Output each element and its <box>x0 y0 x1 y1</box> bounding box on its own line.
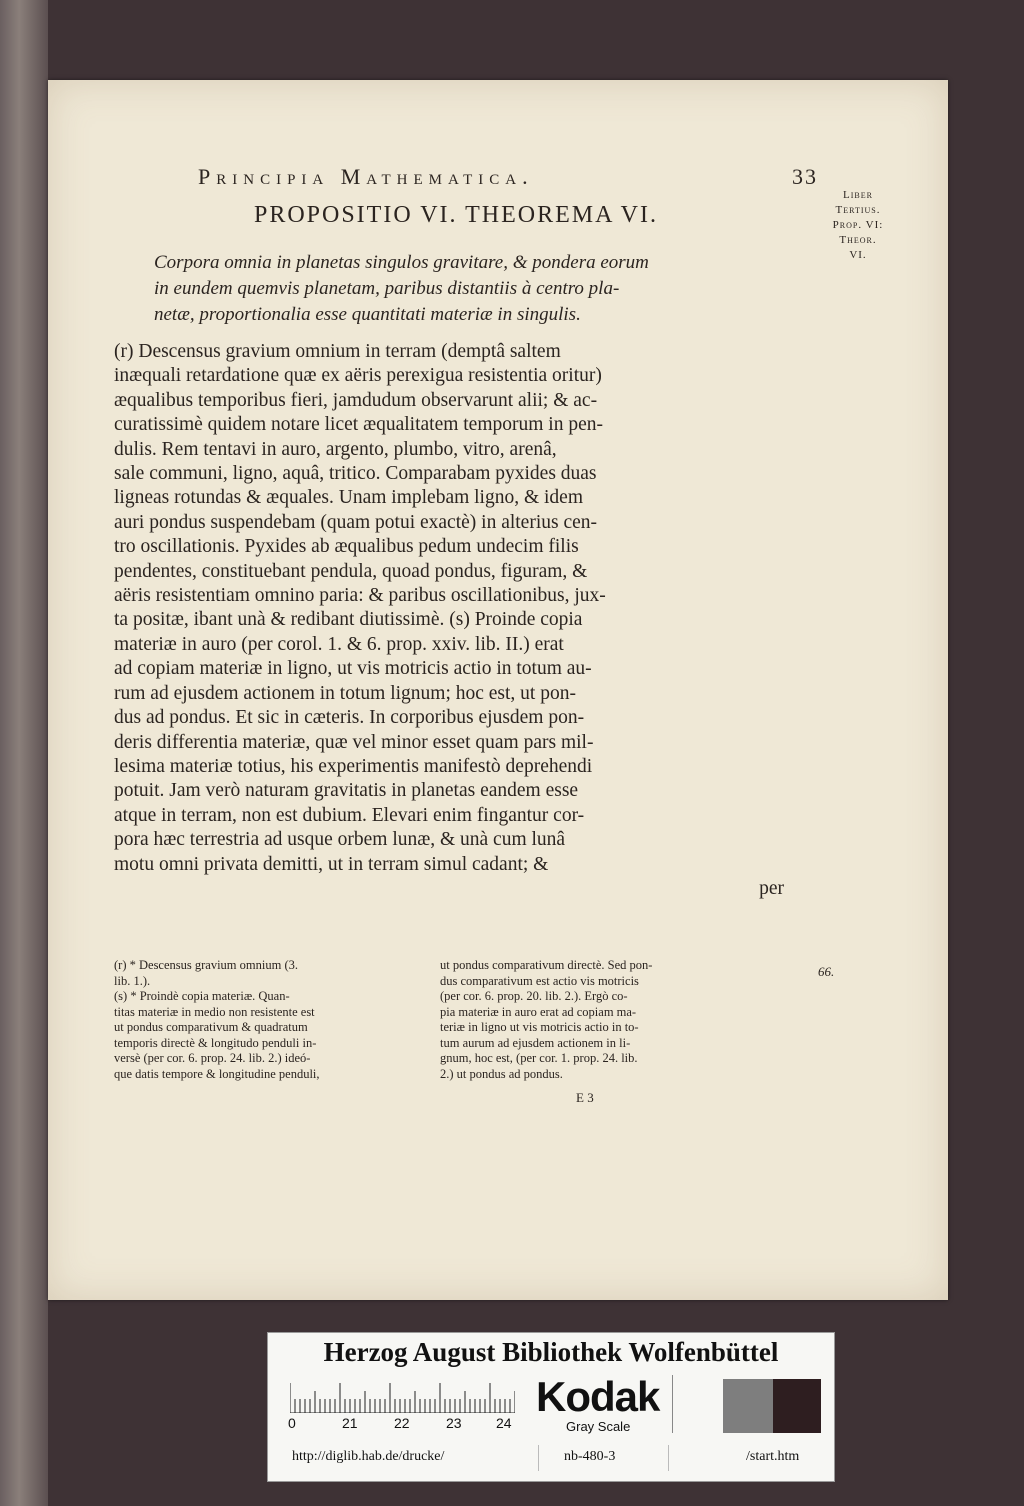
digital-library-url[interactable]: http://diglib.hab.de/drucke/ <box>292 1449 445 1464</box>
body-line: tro oscillationis. Pyxides ab æqualibus pedum undecim filis <box>114 536 579 558</box>
body-line: rum ad ejusdem actionem in totum lignum; hoc est, ut pon- <box>114 682 576 704</box>
body-line: ligneas rotundas & æquales. Unam implebam ligno, & idem <box>114 487 584 509</box>
scale-number: 24 <box>496 1415 512 1431</box>
signature-mark: E 3 <box>576 1090 594 1105</box>
body-line: sale communi, ligno, aquâ, tritico. Comparabam pyxides duas <box>114 463 597 485</box>
scale-number: 22 <box>394 1415 410 1431</box>
body-line: lesima materiæ totius, his experimentis manifestò deprehendi <box>114 755 593 777</box>
statement-line: Corpora omnia in planetas singulos gravitare, & pondera eorum <box>154 252 649 273</box>
margin-note-line: Tertius. <box>835 204 881 216</box>
gray-patch <box>723 1379 773 1433</box>
scale-number: 23 <box>446 1415 462 1431</box>
proposition-statement <box>154 250 794 328</box>
scale-numbers <box>288 1415 528 1433</box>
divider <box>538 1445 539 1471</box>
catchword: per <box>759 877 784 899</box>
body-line: motu omni privata demitti, ut in terram simul cadant; & <box>114 853 549 875</box>
dark-patch <box>773 1379 821 1433</box>
body-line: materiæ in auro (per corol. 1. & 6. prop. xxiv. lib. II.) erat <box>114 633 564 655</box>
margin-note-line: VI. <box>849 249 867 261</box>
body-line: dulis. Rem tentavi in auro, argento, plumbo, vitro, arenâ, <box>114 438 557 460</box>
body-line: dus ad pondus. Et sic in cæteris. In corporibus ejusdem pon- <box>114 707 585 729</box>
body-line: curatissimè quidem notare licet æqualitatem temporum in pen- <box>114 414 603 436</box>
library-name: Herzog August Bibliothek Wolfenbüttel <box>323 1337 779 1367</box>
running-title: Principia Mathematica. <box>198 164 534 189</box>
footnote-line: lib. 1.). <box>114 973 151 988</box>
footnote-line: dus comparativum est actio vis motricis <box>440 973 639 988</box>
margin-note-line: Prop. VI: <box>832 219 884 231</box>
footnote-line: 2.) ut pondus ad pondus. <box>440 1066 563 1081</box>
page-number: 33 <box>792 164 818 189</box>
footnote-line: ut pondus comparativum directè. Sed pon- <box>440 958 653 972</box>
footnote-line: temporis directè & longitudo penduli in- <box>114 1035 317 1050</box>
gray-scale-caption: Gray Scale <box>566 1419 631 1434</box>
footnote-line: que datis tempore & longitudine penduli, <box>114 1066 320 1081</box>
margin-note <box>808 188 908 263</box>
book-page <box>48 80 948 1300</box>
running-head <box>198 164 818 192</box>
book-edge <box>0 0 48 1506</box>
body-line: potuit. Jam verò naturam gravitatis in planetas eandem esse <box>114 780 579 802</box>
footnote-margin-number: 66. <box>818 964 835 979</box>
footnote-line: tum aurum ad ejusdem actionem in li- <box>440 1035 631 1050</box>
scale-number: 21 <box>342 1415 358 1431</box>
footnote-line: (s) * Proindè copia materiæ. Quan- <box>114 989 290 1003</box>
divider <box>672 1375 673 1433</box>
statement-line: in eundem quemvis planetam, paribus distantiis à centro pla- <box>154 278 620 299</box>
body-line: auri pondus suspendebam (quam potui exactè) in alterius cen- <box>114 511 598 533</box>
footnote-line: versè (per cor. 6. prop. 24. lib. 2.) ideó- <box>114 1051 311 1065</box>
body-line: aëris resistentiam omnino paria: & paribus oscillationibus, jux- <box>114 585 606 607</box>
body-line: pora hæc terrestria ad usque orbem lunæ, & unà cum lunâ <box>114 829 566 851</box>
body-line: æqualibus temporibus fieri, jamdudum observarunt alii; & ac- <box>114 389 598 411</box>
footnote-line: pia materiæ in auro erat ad copiam ma- <box>440 1004 637 1019</box>
body-line: inæquali retardatione quæ ex aëris perexigua resistentia oritur) <box>114 365 602 387</box>
shelfmark-code: nb-480-3 <box>564 1449 616 1464</box>
kodak-logo: Kodak <box>536 1373 660 1420</box>
library-label <box>267 1332 835 1482</box>
footnote-line: (r) * Descensus gravium omnium (3. <box>114 958 298 972</box>
body-line: pendentes, constituebant pendula, quoad pondus, figuram, & <box>114 560 588 582</box>
body-line: atque in terram, non est dubium. Elevari enim fingantur cor- <box>114 804 585 826</box>
footnotes-right <box>440 958 770 1082</box>
footnote-line: gnum, hoc est, (per cor. 1. prop. 24. lib. <box>440 1051 638 1065</box>
scale-number: 0 <box>288 1415 296 1431</box>
body-line: deris differentia materiæ, quæ vel minor esset quam pars mil- <box>114 731 594 753</box>
body-text <box>114 340 784 901</box>
proposition-title: PROPOSITIO VI. THEOREMA VI. <box>253 202 659 228</box>
body-line: (r) Descensus gravium omnium in terram (demptâ saltem <box>114 341 561 362</box>
margin-note-line: Theor. <box>839 234 877 246</box>
body-line: ad copiam materiæ in ligno, ut vis motricis actio in totum au- <box>114 658 592 680</box>
footnote-line: (per cor. 6. prop. 20. lib. 2.). Ergò co- <box>440 989 628 1003</box>
footnote-line: ut pondus comparativum & quadratum <box>114 1020 308 1034</box>
footnotes-left <box>114 958 424 1082</box>
body-line: ta positæ, ibant unà & redibant diutissimè. (s) Proinde copia <box>114 609 583 631</box>
margin-note-line: Liber <box>843 189 873 201</box>
footnote-line: titas materiæ in medio non resistente est <box>114 1004 315 1019</box>
divider <box>668 1445 669 1471</box>
start-page-link[interactable]: /start.htm <box>746 1449 800 1464</box>
statement-line: netæ, proportionalia esse quantitati materiæ in singulis. <box>154 304 581 325</box>
footnote-line: teriæ in ligno ut vis motricis actio in to- <box>440 1020 639 1034</box>
ruler-scale <box>290 1383 515 1413</box>
